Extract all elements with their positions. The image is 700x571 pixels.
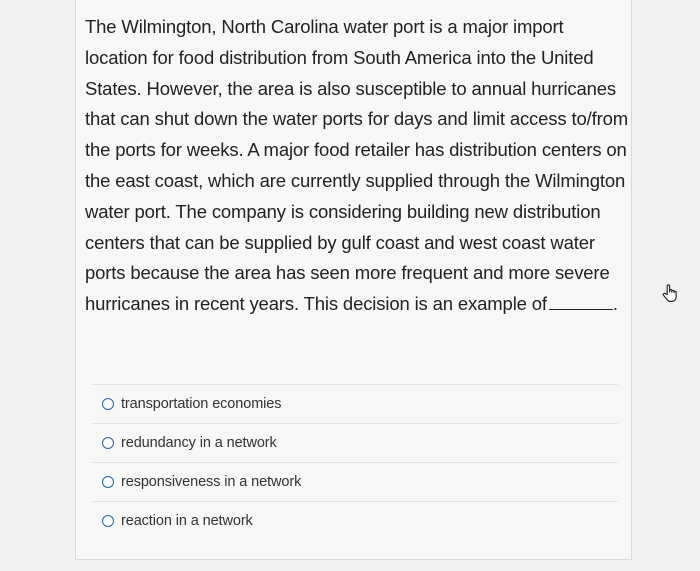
question-text-block <box>85 12 630 320</box>
question-text: The Wilmington, North Carolina water port is a major import location for food distribution from South America into the United States. However, the area is also susceptible to annual hurricanes that can shut down the water ports for days and limit access to/from the ports for weeks. A major food retailer has distribution centers on the east coast, which are currently supplied through the Wilmington water port. The company is considering building new distribution centers that can be supplied by gulf coast and west coast water ports because the area has seen more frequent and more severe hurricanes in recent years. This decision is an example of <box>85 16 629 315</box>
question-end-punct: . <box>612 293 618 315</box>
option-label[interactable]: reaction in a network <box>121 513 253 529</box>
option-label[interactable]: responsiveness in a network <box>121 474 302 490</box>
hand-pointer-icon <box>661 283 679 303</box>
answer-options <box>92 384 618 540</box>
option-label[interactable]: transportation economies <box>121 396 282 412</box>
radio-button[interactable] <box>102 515 114 527</box>
question-card <box>75 0 632 560</box>
answer-blank <box>549 308 613 310</box>
radio-button[interactable] <box>102 398 114 410</box>
option-responsiveness-in-a-network[interactable] <box>92 462 618 501</box>
option-reaction-in-a-network[interactable] <box>92 501 618 540</box>
option-transportation-economies[interactable] <box>92 384 618 423</box>
radio-button[interactable] <box>102 476 114 488</box>
radio-button[interactable] <box>102 437 114 449</box>
option-label[interactable]: redundancy in a network <box>121 435 277 451</box>
option-redundancy-in-a-network[interactable] <box>92 423 618 462</box>
